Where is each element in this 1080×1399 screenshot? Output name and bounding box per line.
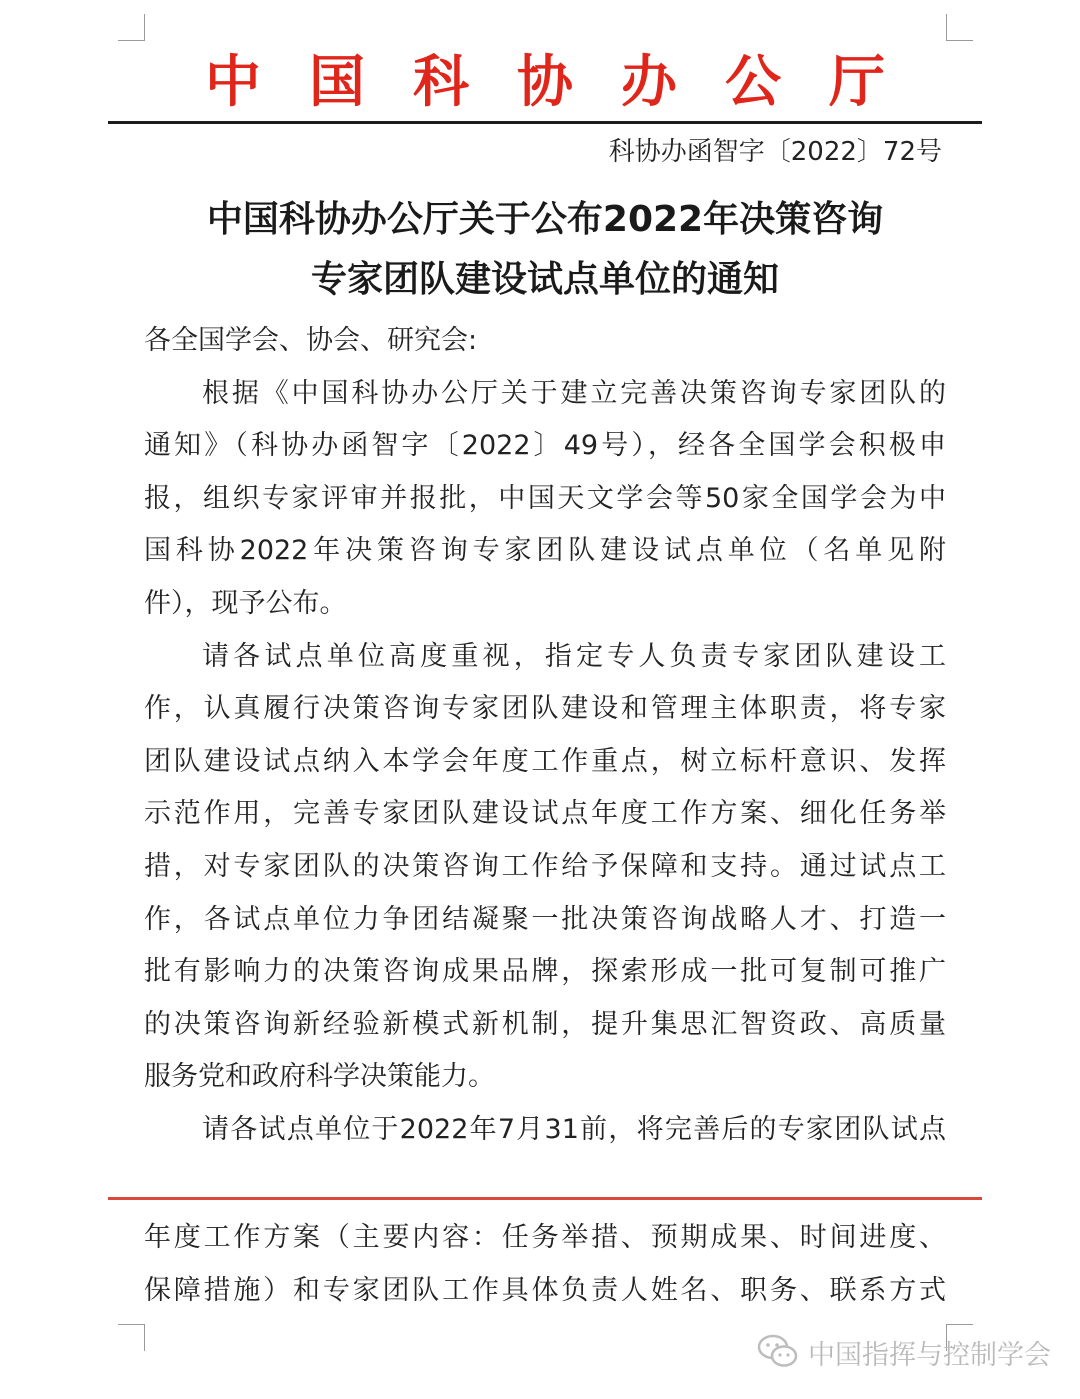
crop-mark-bottom-left — [118, 1324, 145, 1351]
paragraph-line: 请各试点单位于2022年7月31前，将完善后的专家团队试点 — [202, 1113, 946, 1145]
watermark — [756, 1332, 1051, 1372]
paragraph-line: 报，组织专家评审并报批，中国天文学会等50家全国学会为中 — [144, 482, 946, 514]
masthead-char: 中 — [205, 49, 261, 115]
salutation: 各全国学会、协会、研究会: — [144, 325, 478, 356]
paragraph-line: 根据《中国科协办公厅关于建立完善决策咨询专家团队的 — [202, 377, 946, 409]
paragraph-line: 请各试点单位高度重视，指定专人负责专家团队建设工 — [202, 640, 946, 672]
paragraph-line: 服务党和政府科学决策能力。 — [144, 1061, 495, 1093]
paragraph-line: 年度工作方案（主要内容：任务举措、预期成果、时间进度、 — [144, 1222, 946, 1253]
masthead — [108, 44, 982, 120]
masthead-char: 科 — [413, 49, 469, 115]
watermark-text: 中国指挥与控制学会 — [808, 1339, 1051, 1371]
paragraph-line: 作，认真履行决策咨询专家团队建设和管理主体职责，将专家 — [144, 693, 946, 725]
notice-title — [108, 190, 982, 310]
paragraph-line: 件），现予公布。 — [144, 587, 347, 619]
crop-mark-top-left — [118, 14, 145, 41]
notice-body — [144, 315, 946, 1157]
paragraph-line: 批有影响力的决策咨询成果品牌，探索形成一批可复制可推广 — [144, 956, 946, 988]
masthead-char: 协 — [517, 49, 573, 115]
crop-mark-top-right — [946, 14, 973, 41]
masthead-char: 公 — [725, 49, 781, 115]
paragraph-line: 通知》（科协办函智字〔2022〕49号），经各全国学会积极申 — [144, 430, 946, 462]
paragraph-line: 作，各试点单位力争团结凝聚一批决策咨询战略人才、打造一 — [144, 903, 946, 935]
paragraph-line: 的决策咨询新经验新模式新机制，提升集思汇智资政、高质量 — [144, 1008, 946, 1040]
paragraph-line: 保障措施）和专家团队工作具体负责人姓名、职务、联系方式 — [144, 1274, 946, 1306]
paragraph-line: 措，对专家团队的决策咨询工作给予保障和支持。通过试点工 — [144, 850, 946, 882]
title-line: 专家团队建设试点单位的通知 — [310, 259, 779, 300]
paragraph-line: 团队建设试点纳入本学会年度工作重点，树立标杆意识、发挥 — [144, 745, 946, 777]
masthead-char: 厅 — [829, 49, 885, 115]
paragraph-line: 国科协2022年决策咨询专家团队建设试点单位（名单见附 — [144, 535, 946, 567]
notice-body-continued — [144, 1212, 946, 1317]
masthead-char: 国 — [309, 49, 365, 115]
title-line: 中国科协办公厅关于公布2022年决策咨询 — [206, 199, 884, 240]
masthead-char: 办 — [621, 49, 677, 115]
wechat-icon — [756, 1332, 800, 1372]
page-break-divider — [108, 1197, 982, 1200]
masthead-divider — [108, 121, 982, 124]
document-number: 科协办函智字〔2022〕72号 — [608, 137, 942, 167]
paragraph-line: 示范作用，完善专家团队建设试点年度工作方案、细化任务举 — [144, 798, 946, 830]
